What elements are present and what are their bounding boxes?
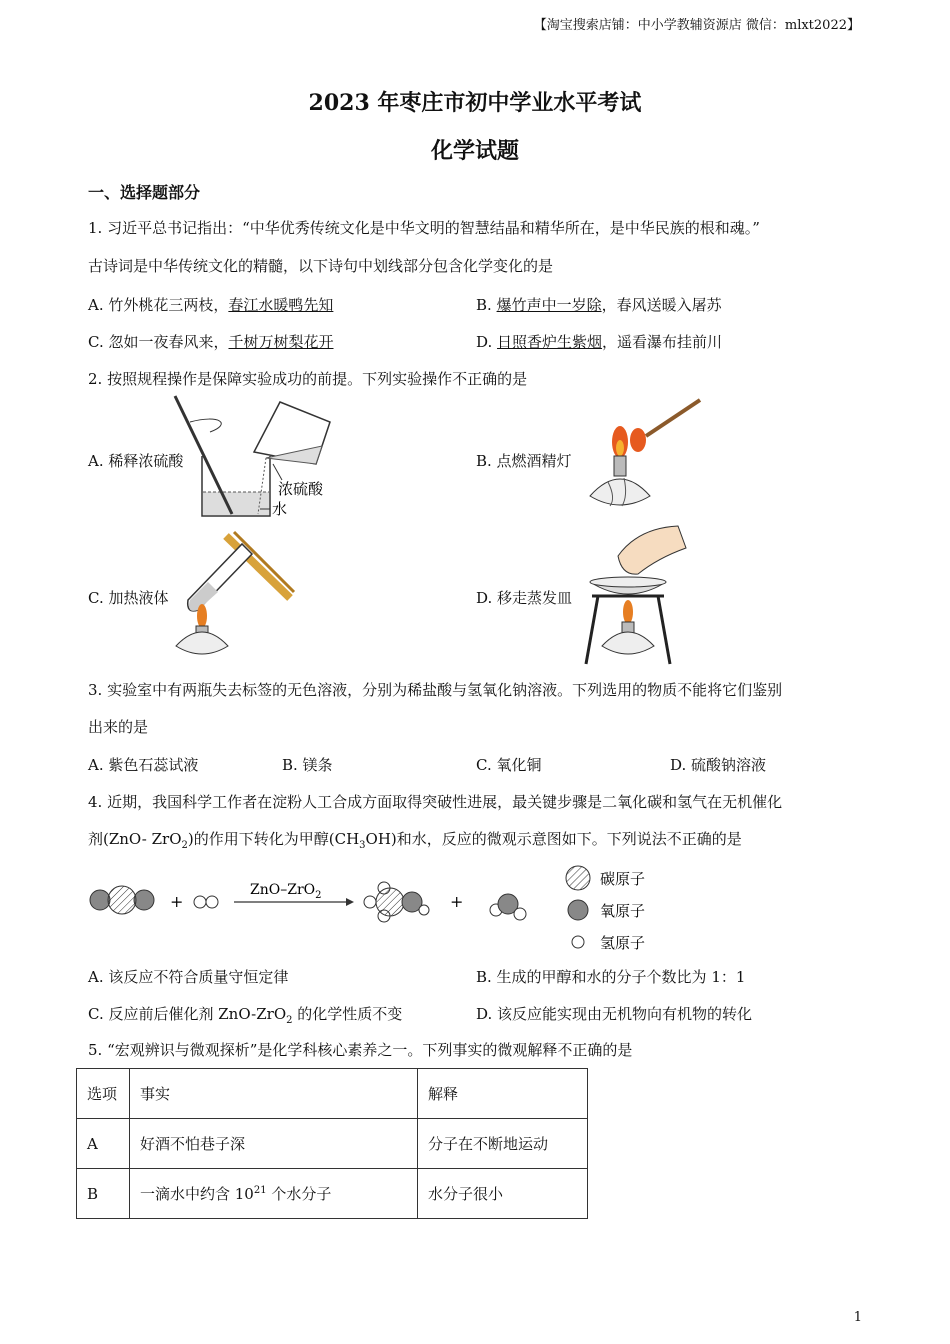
alcohol-lamp-illustration: [580, 396, 710, 522]
table-row: [77, 1119, 588, 1169]
table-header-row: [77, 1069, 588, 1119]
reaction-diagram: [84, 862, 684, 954]
label-conc-acid: 浓硫酸: [278, 480, 324, 498]
header-explanation: 解释: [418, 1069, 588, 1119]
q1-option-d: [476, 331, 722, 352]
q1-option-a: [88, 294, 333, 315]
q4-stem-line2: [88, 829, 742, 856]
q4-option-d: D. 该反应能实现由无机物向有机物的转化: [476, 1005, 753, 1023]
q3-option-d: D. 硫酸钠溶液: [670, 756, 767, 774]
q3-stem-line1: 3. 实验室中有两瓶失去标签的无色溶液，分别为稀盐酸与氢氧化钠溶液。下列选用的物质不能将它们鉴别: [88, 681, 783, 699]
q3-option-c: C. 氧化铜: [476, 756, 542, 774]
q3-option-b: B. 镁条: [282, 756, 333, 774]
section-heading: 一、选择题部分: [88, 183, 201, 202]
heating-liquid-illustration: [168, 530, 298, 662]
q1-d-suffix: ，遥看瀑布挂前川: [602, 333, 723, 351]
q1-c-text: C. 忽如一夜春风来，: [88, 333, 229, 351]
q1-option-c: [88, 331, 334, 352]
q4-sub-2: 2: [181, 840, 188, 851]
evaporating-dish-illustration: [578, 518, 688, 666]
q1-stem-line2: 古诗词是中华传统文化的精髓，以下诗句中划线部分包含化学变化的是: [88, 257, 554, 275]
q4-c-sub: 2: [286, 1015, 293, 1026]
q5-table: [76, 1068, 588, 1219]
exam-subtitle: 化学试题: [430, 138, 519, 164]
row-b-fact: [130, 1169, 418, 1219]
exam-title: 2023 年枣庄市初中学业水平考试: [308, 90, 642, 116]
q2-stem: 2. 按照规程操作是保障实验成功的前提。下列实验操作不正确的是: [88, 370, 528, 388]
legend-hydrogen: 氢原子: [600, 934, 646, 952]
q1-b-suffix: ，春风送暖入屠苏: [601, 296, 722, 314]
row-b-fact-suffix: 个水分子: [266, 1185, 332, 1203]
row-b-fact-text: 一滴水中约含 10: [140, 1185, 254, 1203]
plus-sign-1: +: [170, 892, 184, 911]
row-a-option: A: [77, 1119, 130, 1169]
q2-option-a: A. 稀释浓硫酸: [88, 452, 184, 470]
legend-carbon: 碳原子: [600, 870, 646, 888]
q1-b-underlined: 爆竹声中一岁除: [496, 296, 602, 314]
q4-option-b: B. 生成的甲醇和水的分子个数比为 1：1: [476, 968, 746, 986]
q4-stem-line1: 4. 近期，我国科学工作者在淀粉人工合成方面取得突破性进展，最关键步骤是二氧化碳和氢气在无机催化: [88, 793, 783, 811]
row-a-fact: 好酒不怕巷子深: [130, 1119, 418, 1169]
table-row: [77, 1169, 588, 1219]
row-b-explanation: 水分子很小: [418, 1169, 588, 1219]
q4-c-suffix: 的化学性质不变: [292, 1005, 403, 1023]
q4-c-text: C. 反应前后催化剂 ZnO-ZrO: [88, 1005, 287, 1023]
page-number: 1: [853, 1310, 862, 1325]
label-water: 水: [272, 500, 288, 518]
catalyst-label: ZnO–ZrO$_2$: [250, 882, 322, 901]
q1-d-underlined: 日照香炉生紫烟: [497, 333, 603, 351]
q2-option-c: C. 加热液体: [88, 589, 169, 607]
plus-sign-2: +: [450, 892, 464, 911]
q2-option-b: B. 点燃酒精灯: [476, 452, 572, 470]
q1-d-text: D.: [476, 333, 498, 351]
q2-option-d: D. 移走蒸发皿: [476, 589, 573, 607]
row-b-option: B: [77, 1169, 130, 1219]
q5-stem: 5. “宏观辨识与微观探析”是化学科核心素养之一。下列事实的微观解释不正确的是: [88, 1041, 633, 1059]
q4-option-a: A. 该反应不符合质量守恒定律: [88, 968, 289, 986]
legend-oxygen: 氧原子: [600, 902, 646, 920]
header-option: 选项: [77, 1069, 130, 1119]
q1-a-text: A. 竹外桃花三两枝，: [88, 296, 229, 314]
dilute-acid-illustration: [170, 394, 360, 524]
q1-c-underlined: 千树万树梨花开: [228, 333, 334, 351]
q4-stem-part1: 剂(ZnO- ZrO: [88, 830, 182, 848]
q1-b-text: B.: [476, 296, 497, 314]
q1-stem-line1: 1. 习近平总书记指出：“中华优秀传统文化是中华文明的智慧结晶和精华所在，是中华民族的根和魂。”: [88, 219, 760, 237]
row-a-explanation: 分子在不断地运动: [418, 1119, 588, 1169]
q4-stem-part3: OH)和水，反应的微观示意图如下。下列说法不正确的是: [365, 830, 742, 848]
q3-option-a: A. 紫色石蕊试液: [88, 756, 199, 774]
row-b-fact-exponent: 21: [253, 1185, 267, 1196]
q4-sub-3: 3: [359, 840, 366, 851]
q3-stem-line2: 出来的是: [88, 718, 149, 736]
q1-option-b: [476, 294, 722, 315]
header-fact: 事实: [130, 1069, 418, 1119]
q4-stem-part2: )的作用下转化为甲醇(CH: [187, 830, 360, 848]
q1-a-underlined: 春江水暖鸭先知: [228, 296, 334, 314]
q4-option-c: [88, 1003, 402, 1026]
header-note: 【淘宝搜索店铺：中小学教辅资源店 微信：mlxt2022】: [533, 18, 860, 33]
